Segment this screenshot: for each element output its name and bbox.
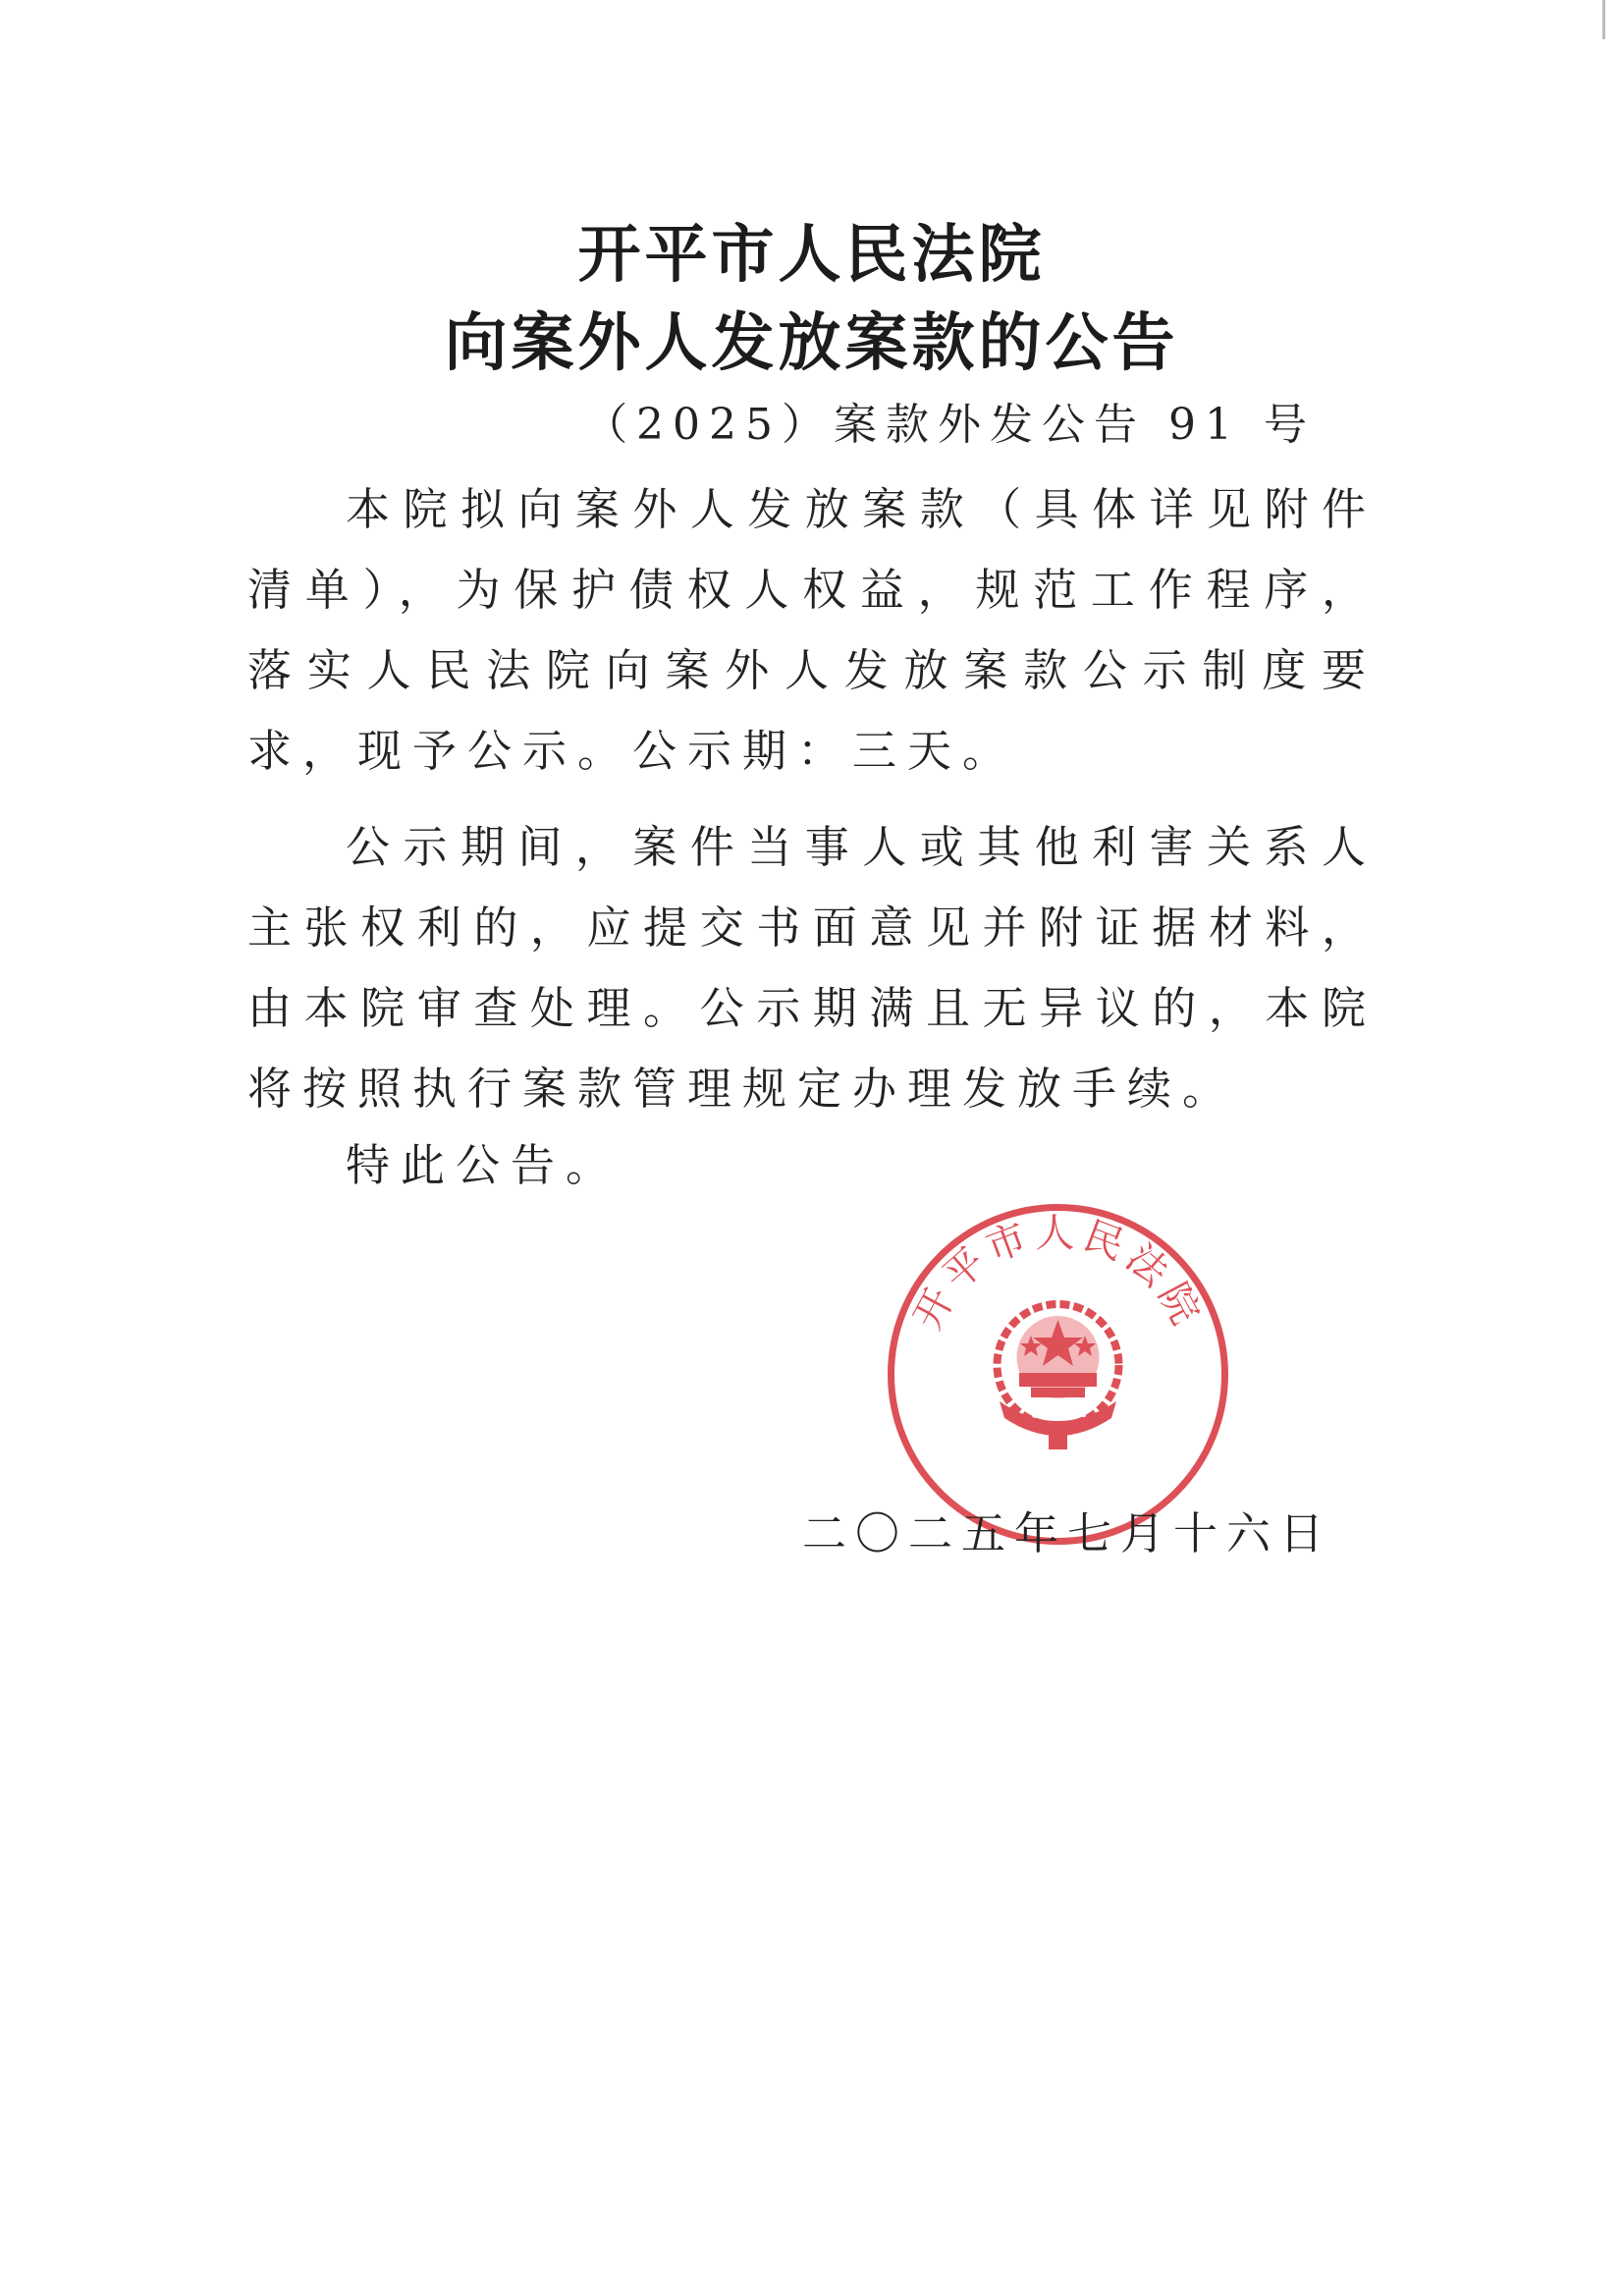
document-date: 二〇二五年七月十六日 — [802, 1507, 1333, 1559]
body-paragraph-1: 本院拟向案外人发放案款（具体详见附件清单），为保护债权人权益，规范工作程序，落实人民法院向案外人发放案款公示制度要求，现予公示。公示期：三天。 — [247, 483, 1377, 777]
closing-statement: 特此公告。 — [346, 1139, 622, 1191]
national-emblem-icon — [998, 1304, 1119, 1449]
scan-edge-mark — [1602, 0, 1605, 39]
svg-text:开平市人民法院: 开平市人民法院 — [905, 1210, 1211, 1338]
document-number: （2025）案款外发公告 91 号 — [584, 400, 1316, 450]
document-title-line-1: 开平市人民法院 — [577, 219, 1046, 292]
court-seal — [884, 1200, 1232, 1549]
document-title-line-2: 向案外人发放案款的公告 — [444, 307, 1179, 380]
body-paragraph-2: 公示期间，案件当事人或其他利害关系人主张权利的，应提交书面意见并附证据材料，由本院审查处理。公示期满且无异议的，本院将按照执行案款管理规定办理发放手续。 — [247, 821, 1377, 1115]
